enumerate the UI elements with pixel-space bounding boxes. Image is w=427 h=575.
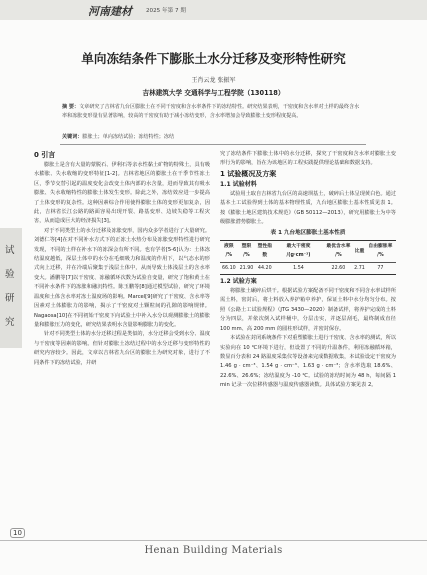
journal-name: 河南建材 — [88, 5, 132, 18]
keywords — [62, 133, 362, 140]
header-band — [0, 0, 427, 20]
paragraph: 针对不同类型土体的水分迁移过程是类似的，水分迁移会受到水分、温度与干密度等因素的影响。但针对膨胀土冻结过程中的水分迁移与变形特性的研究内容较少。因此，文章以吉林省九台区的膨胀土为研究对象，进行了不同条件下的冻结试验，并研 — [34, 331, 210, 366]
keywords-label: 关键词： — [62, 134, 83, 140]
paragraph: 究了冻结条件下膨胀土体中的水分迁移，探究了干密度和含水率对膨胀土变形行为的影响，旨在为该地区的工程实践提供理论基础和数据支持。 — [220, 151, 396, 167]
section-heading-1-1: 1.1 试验材料 — [220, 180, 257, 188]
section-side-tab — [0, 228, 22, 348]
table-cell: 2.71 — [354, 265, 365, 271]
section-heading-1-2: 1.2 试验方案 — [220, 278, 257, 286]
table-header: 塑性指数 — [257, 243, 272, 259]
paragraph: 试验用土取自吉林省九台区的高速坝基土，破碎后土体呈现黄白色。通过基本土工试验得到土体的基本物理性质，九台地区膨胀土基本性质见表 1。按《膨胀土地区建筑技术规范》（GB 50112—2013），研究用膨胀土为中等级膨胀潜势膨胀土。 — [220, 190, 396, 226]
abstract — [62, 103, 362, 122]
table-header: 最优含水率 /% — [326, 243, 351, 259]
paragraph: 本试验在封闭系统条件下对重塑膨胀土进行干密度、含水率的测试，所以实验向在 10 ℃环境下进行，但设置了不同的升温条件，利用冻融循环箱，数显百分表和 24 路温度采集仪等设备来完成数据收集，本试验设定干密度为 1.46 g · cm⁻³、1.54 g · cm⁻³、1.63 g · cm⁻³；含水率选取 18.6%、22.6%、26.6%；冻结温度为 -10 ℃。试验的冻结时间为 48 h，每间隔 1 min 记录一次位移传感器与温度传感器读数。具体试验方案见表 2。 — [220, 335, 396, 389]
paragraph: 膨胀土是含有大量的蒙脱石、伊利石等亲水性黏土矿物的特殊土，具有吸水膨胀、失水收缩的变形特征[1-2]。吉林省地区的膨胀土在干季节性冻土区，季节交替引起的温度变化会改变土体内部的水含量，进而导致其有吸水膨胀、失水收缩特性的膨胀土体发生变形。除此之外，冻结效应进一步提高了土体变形的复杂性。这种因素综合作用使得膨胀土体的变形更加复杂，因此，吉林省长江公路的路面容易出现开裂、路基变形、边坡失稳等工程灾害，从而造成巨大的经济损失[3]。 — [34, 162, 210, 225]
abstract-text: 文章研究了吉林省九台区膨胀土在不同干密度和含水率条件下的冻结特性。研究结果表明，干密度和含水率对土样的最终含水率和冻胀变形量有显著影响，较高的干密度有助于减小冻结变形，含水率增加会导致膨胀土变形程度提高。 — [62, 104, 360, 120]
side-tab-char: 究 — [5, 317, 15, 328]
table-cell: 22.60 — [331, 265, 346, 271]
table-header: 塑限 /% — [241, 243, 252, 259]
table-header: 最大干密度 /(g·cm⁻³) — [286, 243, 311, 259]
table-cell: 77 — [377, 265, 384, 271]
left-column — [34, 150, 210, 530]
affiliation: 吉林建筑大学 交通科学与工程学院（130118） — [142, 89, 285, 97]
table-header: 液限 /% — [224, 243, 234, 259]
article-title: 单向冻结条件下膨胀土水分迁移及变形特性研究 — [81, 51, 346, 66]
right-column — [220, 150, 396, 530]
section-heading-intro: 0 引言 — [34, 151, 56, 159]
page-number: 10 — [10, 528, 25, 538]
side-tab-char: 试 — [5, 245, 15, 256]
section-heading-1: 1 试验概况及方案 — [220, 169, 277, 178]
footer-divider — [0, 540, 427, 541]
footer-journal-name: Henan Building Materials — [144, 545, 283, 556]
issue-label: 2025 年第 7 期 — [146, 8, 186, 14]
header-divider — [60, 144, 366, 145]
properties-table — [220, 240, 396, 275]
side-tab-char: 验 — [5, 269, 15, 280]
table-cell: 44.20 — [257, 265, 272, 271]
table-header: 自由膨胀率 /% — [368, 243, 393, 259]
table-header: 比重 — [354, 248, 365, 254]
table-cell: 1.54 — [293, 265, 304, 271]
paragraph: 对于不同类型土的水分迁移及冻胀变形，国内众多学者进行了大量研究。刘德仁等[4]在对不同补水方式下的正冻土水热分布及冻胀变形特性进行研究发现，不同的土样在补水下的冻深会有所不同。也有学者[5-6]认为：土体冻结温度越低，深层土体中的水分在毛细吸力和温度的作用下，以气态水的形式向上迁移，并在冷端后聚集于浅层土体中，从而导致土体浅层土的含水率变大。潘鹏等[7]以干密度、冻融循环次数为试验自变量，研究了饱和黄土在不同补水条件下的冻胀和融沉特性。陈玉鹏等[8]通过模型试验，研究了环境温度和土体含水率对冻土温度场的影响。Marcel[9]研究了干密度、含水率等因素对土体膨胀力的影响，揭示了干密度对土颗粒间的孔隙的影响规律。Nagaosa[10]在不同初始干密度下向试验土中补入水分以观测膨胀土的膨胀量和膨胀压力的变化，研究结果表明水含量影响膨胀力的变化。 — [34, 227, 210, 328]
authors: 王肖云龙 张振军 — [191, 77, 236, 84]
side-tab-char: 研 — [5, 293, 15, 304]
table-cell: 21.90 — [239, 265, 254, 271]
keywords-text: 膨胀土；单向冻结试验；冻结特性；冻结 — [82, 134, 175, 140]
table-cell: 66.10 — [221, 265, 236, 271]
table-row — [220, 262, 396, 274]
table-caption: 表 1 九台地区膨胀土基本性质 — [270, 230, 346, 237]
abstract-label: 摘 要： — [62, 104, 80, 110]
paragraph: 将膨胀土碾碎后烘干。根据试验方案配备不同干密度和不同含水率试样所需土料，密封后，将土料放入养护箱中养护，保证土料中水分均匀分布。按照《公路土工试验规程》（JTG 3430—2020）制备试样，将养护完成的土料分为四层，并依次倒入试样桶中，分层击实，并逐层刮毛，最终制成直径 100 mm、高 200 mm 的圆柱形试样，并密封保存。 — [220, 288, 396, 332]
